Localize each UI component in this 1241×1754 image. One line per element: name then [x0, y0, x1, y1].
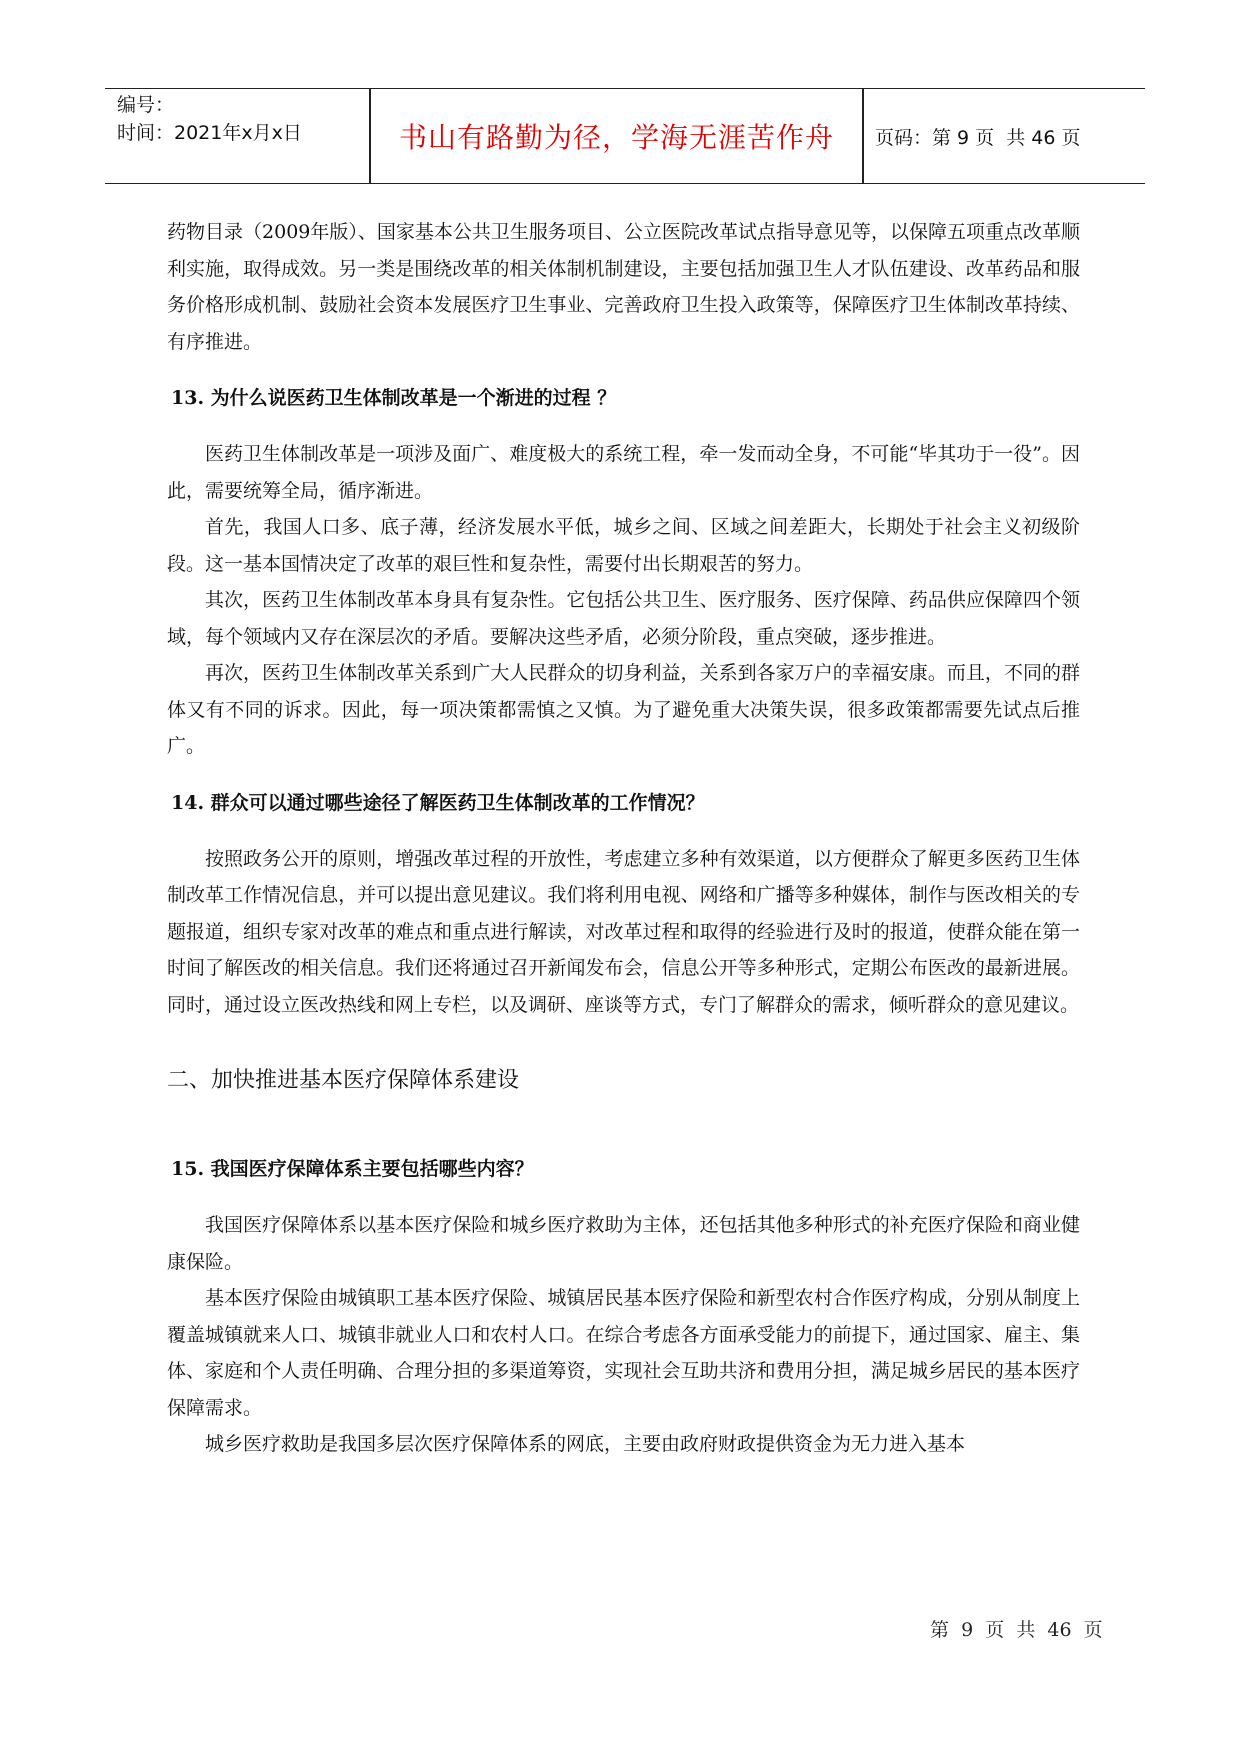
question-heading-15: 15. 我国医疗保障体系主要包括哪些内容？: [171, 1158, 534, 1180]
header-page-info: [875, 89, 1081, 183]
question-heading-13: 13. 为什么说医药卫生体制改革是一个渐进的过程 ？: [171, 387, 617, 409]
paragraph: 药物目录（2009年版）、国家基本公共卫生服务项目、公立医院改革试点指导意见等，以保障五项重点改革顺利实施，取得成效。另一类是围绕改革的相关体制机制建设，主要包括加强卫生人才队伍建设、改革药品和服务价格形成机制、鼓励社会资本发展医疗卫生事业、完善政府卫生投入政策等，保障医疗卫生体制改革持续、有序推进。: [167, 221, 1080, 353]
paragraph: 基本医疗保险由城镇职工基本医疗保险、城镇居民基本医疗保险和新型农村合作医疗构成，分别从制度上覆盖城镇就来人口、城镇非就业人口和农村人口。在综合考虑各方面承受能力的前提下，通过国家、雇主、集体、家庭和个人责任明确、合理分担的多渠道筹资，实现社会互助共济和费用分担，满足城乡居民的基本医疗保障需求。: [167, 1287, 1080, 1419]
paragraph: 再次，医药卫生体制改革关系到广大人民群众的切身利益，关系到各家万户的幸福安康。而且，不同的群体又有不同的诉求。因此，每一项决策都需慎之又慎。为了避免重大决策失误，很多政策都需要先试点后推广。: [167, 662, 1080, 757]
paragraph: 医药卫生体制改革是一项涉及面广、难度极大的系统工程，牵一发而动全身，不可能“毕其功于一役”。因此，需要统筹全局，循序渐进。: [167, 443, 1080, 502]
header-page-text: 页码：第 9 页 共 46 页: [875, 126, 1081, 149]
paragraph: 城乡医疗救助是我国多层次医疗保障体系的网底，主要由政府财政提供资金为无力进入基本: [205, 1433, 966, 1455]
paragraph: 其次，医药卫生体制改革本身具有复杂性。它包括公共卫生、医疗服务、医疗保障、药品供应保障四个领域，每个领域内又存在深层次的矛盾。要解决这些矛盾，必须分阶段，重点突破，逐步推进。: [167, 589, 1080, 648]
header-meta: [117, 91, 367, 147]
question-heading-14: 14. 群众可以通过哪些途径了解医药卫生体制改革的工作情况？: [171, 791, 705, 814]
paragraph: 首先，我国人口多、底子薄，经济发展水平低，城乡之间、区域之间差距大，长期处于社会主义初级阶段。这一基本国情决定了改革的艰巨性和复杂性，需要付出长期艰苦的努力。: [167, 516, 1080, 575]
page-footer: 第 9 页 共 46 页: [930, 1619, 1103, 1641]
page-header: [105, 88, 1145, 184]
section-heading: 二、加快推进基本医疗保障体系建设: [167, 1068, 520, 1093]
paragraph: 我国医疗保障体系以基本医疗保险和城乡医疗救助为主体，还包括其他多种形式的补充医疗保险和商业健康保险。: [167, 1214, 1080, 1273]
serial-label: 编号：: [117, 94, 175, 116]
document-body: [167, 214, 1080, 1463]
time-label: 时间：2021年x月x日: [117, 122, 302, 144]
header-divider: [862, 89, 864, 183]
header-motto: 书山有路勤为径，学海无涯苦作舟: [398, 121, 834, 154]
paragraph: 按照政务公开的原则，增强改革过程的开放性，考虑建立多种有效渠道，以方便群众了解更多医药卫生体制改革工作情况信息，并可以提出意见建议。我们将利用电视、网络和广播等多种媒体，制作与医改相关的专题报道，组织专家对改革的难点和重点进行解读，对改革过程和取得的经验进行及时的报道，使群众能在第一时间了解医改的相关信息。我们还将通过召开新闻发布会，信息公开等多种形式，定期公布医改的最新进展。同时，通过设立医改热线和网上专栏，以及调研、座谈等方式，专门了解群众的需求，倾听群众的意见建议。: [167, 847, 1080, 1016]
